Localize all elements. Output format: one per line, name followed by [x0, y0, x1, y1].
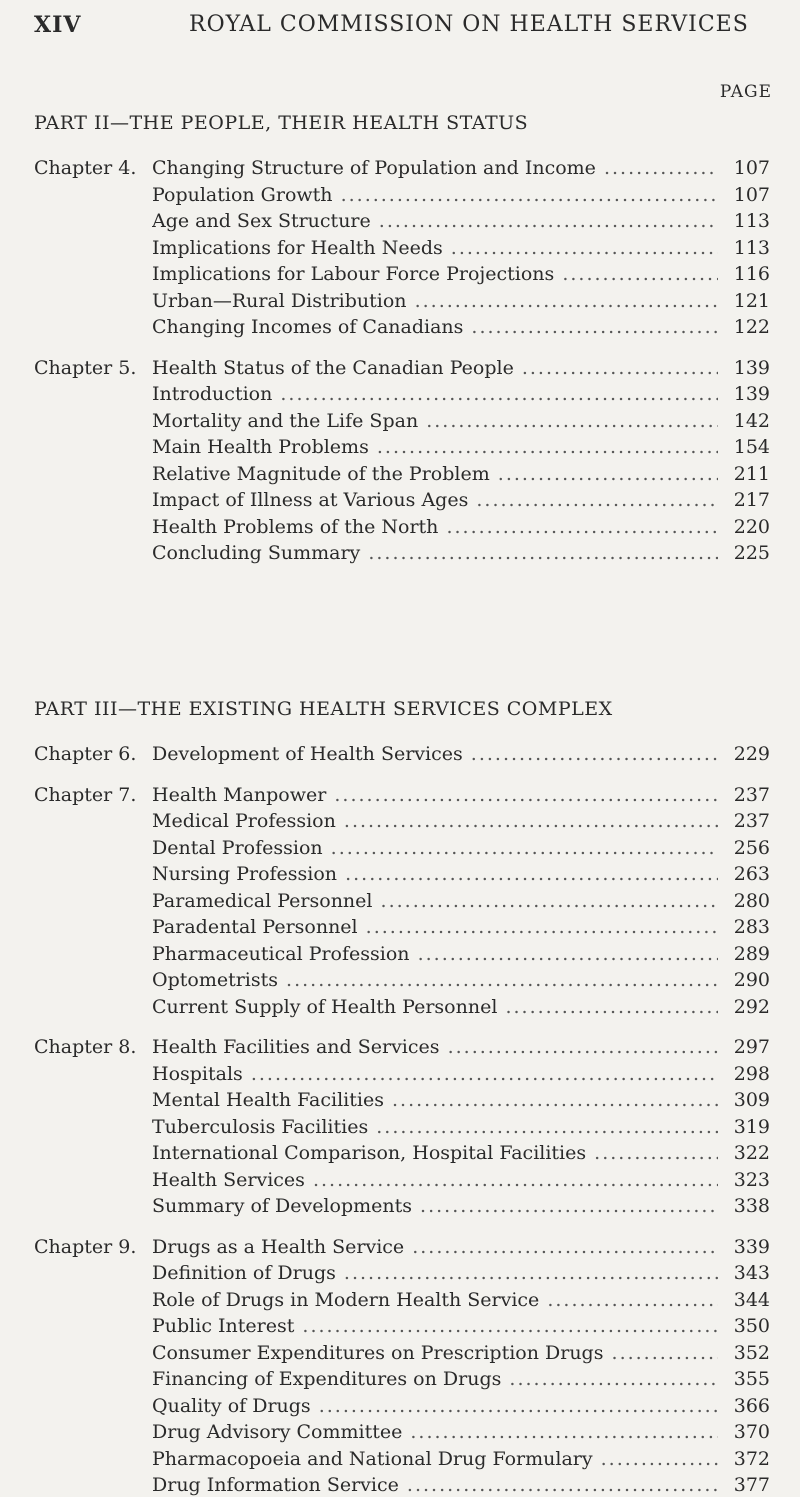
part-heading: PART II—THE PEOPLE, THEIR HEALTH STATUS — [34, 112, 529, 134]
entry-page-number: 256 — [718, 836, 770, 860]
section-entry — [0, 183, 800, 207]
entry-title — [152, 1168, 718, 1192]
entry-page-number: 225 — [718, 541, 770, 565]
entry-title — [152, 889, 718, 913]
chapter-label: Chapter 5. — [34, 356, 137, 379]
entry-title-text: Health Problems of the North — [152, 515, 439, 538]
entry-page-number: 289 — [718, 942, 770, 966]
entry-title-text: Tuberculosis Facilities — [152, 1115, 369, 1138]
section-entry — [0, 462, 800, 486]
section-entry — [0, 289, 800, 313]
section-entry — [0, 1115, 800, 1139]
entry-title — [152, 435, 718, 459]
entry-title — [152, 1088, 718, 1112]
entry-page-number: 338 — [718, 1194, 770, 1218]
entry-title — [152, 1420, 718, 1444]
entry-page-number: 139 — [718, 382, 770, 406]
entry-title — [152, 783, 718, 807]
entry-title — [152, 1394, 718, 1418]
entry-title — [152, 1341, 718, 1365]
chapter-label: Chapter 9. — [34, 1235, 137, 1258]
entry-title-text: Implications for Health Needs — [152, 236, 443, 259]
entry-page-number: 292 — [718, 995, 770, 1019]
entry-title-text: Public Interest — [152, 1315, 295, 1337]
entry-page-number: 309 — [718, 1088, 770, 1112]
entry-title — [152, 1367, 718, 1391]
entry-title-text: Hospitals — [152, 1062, 243, 1085]
entry-title-text: Optometrists — [152, 969, 279, 991]
entry-title — [152, 183, 718, 207]
entry-title-text: Impact of Illness at Various Ages — [152, 489, 469, 511]
entry-title-text: Pharmacopoeia and National Drug Formulary — [152, 1447, 593, 1470]
section-entry — [0, 1062, 800, 1086]
entry-title-text: Urban—Rural Distribution — [152, 289, 407, 312]
section-entry — [0, 889, 800, 913]
entry-title-text: Mental Health Facilities — [152, 1089, 384, 1111]
entry-page-number: 377 — [718, 1473, 770, 1497]
section-entry — [0, 809, 800, 833]
section-entry — [0, 836, 800, 860]
entry-title-text: Health Facilities and Services — [152, 1036, 440, 1058]
entry-title — [152, 1447, 718, 1471]
entry-title — [152, 541, 718, 565]
section-entry — [0, 1168, 800, 1192]
section-entry — [0, 382, 800, 406]
entry-title — [152, 462, 718, 486]
page-header — [34, 12, 766, 42]
section-entry — [0, 1473, 800, 1497]
entry-title — [152, 809, 718, 833]
entry-title — [152, 409, 718, 433]
section-entry — [0, 315, 800, 339]
entry-title-text: Implications for Labour Force Projections — [152, 263, 555, 285]
chapter-entry — [0, 1035, 800, 1059]
entry-title-text: Role of Drugs in Modern Health Service — [152, 1288, 540, 1311]
entry-title-text: Current Supply of Health Personnel — [152, 995, 498, 1018]
entry-title-text: Population Growth — [152, 183, 333, 206]
entry-page-number: 323 — [718, 1168, 770, 1192]
section-entry — [0, 1420, 800, 1444]
entry-page-number: 290 — [718, 968, 770, 992]
entry-title — [152, 1062, 718, 1086]
section-entry — [0, 1394, 800, 1418]
section-entry — [0, 236, 800, 260]
entry-title-text: Drug Information Service — [152, 1474, 399, 1496]
entry-title — [152, 836, 718, 860]
entry-title-text: Changing Structure of Population and Income — [152, 157, 596, 179]
entry-title — [152, 1141, 718, 1165]
entry-title — [152, 356, 718, 380]
entry-page-number: 217 — [718, 488, 770, 512]
entry-title — [152, 1235, 718, 1259]
entry-page-number: 319 — [718, 1115, 770, 1139]
entry-page-number: 107 — [718, 183, 770, 207]
entry-title — [152, 382, 718, 406]
section-entry — [0, 1194, 800, 1218]
entry-page-number: 322 — [718, 1141, 770, 1165]
chapter-label: Chapter 7. — [34, 783, 137, 806]
entry-page-number: 121 — [718, 289, 770, 313]
section-entry — [0, 1288, 800, 1312]
entry-title — [152, 968, 718, 992]
section-entry — [0, 915, 800, 939]
entry-title — [152, 236, 718, 260]
entry-page-number: 113 — [718, 236, 770, 260]
entry-title-text: Consumer Expenditures on Prescription Drugs — [152, 1341, 604, 1364]
section-entry — [0, 1314, 800, 1338]
entry-title — [152, 289, 718, 313]
entry-page-number: 366 — [718, 1394, 770, 1418]
chapter-label: Chapter 4. — [34, 157, 137, 179]
entry-title-text: Financing of Expenditures on Drugs — [152, 1368, 502, 1390]
entry-page-number: 229 — [718, 742, 770, 766]
entry-title-text: Changing Incomes of Canadians — [152, 316, 464, 338]
entry-page-number: 283 — [718, 915, 770, 939]
running-title: ROYAL COMMISSION ON HEALTH SERVICES — [189, 12, 749, 37]
entry-page-number: 280 — [718, 889, 770, 913]
entry-page-number: 370 — [718, 1420, 770, 1444]
entry-title — [152, 262, 718, 286]
entry-title — [152, 1473, 718, 1497]
entry-page-number: 211 — [718, 462, 770, 486]
section-entry — [0, 209, 800, 233]
chapter-entry — [0, 783, 800, 807]
entry-page-number: 339 — [718, 1235, 770, 1259]
entry-page-number: 154 — [718, 435, 770, 459]
chapter-entry — [0, 742, 800, 766]
entry-title — [152, 1314, 718, 1338]
chapter-label: Chapter 6. — [34, 743, 137, 765]
entry-title — [152, 942, 718, 966]
section-entry — [0, 1261, 800, 1285]
entry-title — [152, 1115, 718, 1139]
entry-title — [152, 209, 718, 233]
section-entry — [0, 1141, 800, 1165]
entry-title — [152, 862, 718, 886]
entry-title — [152, 742, 718, 766]
entry-page-number: 139 — [718, 356, 770, 380]
section-entry — [0, 862, 800, 886]
entry-title-text: Mortality and the Life Span — [152, 409, 419, 432]
entry-title-text: Relative Magnitude of the Problem — [152, 462, 490, 485]
entry-page-number: 350 — [718, 1314, 770, 1338]
entry-page-number: 107 — [718, 156, 770, 180]
entry-title — [152, 515, 718, 539]
section-entry — [0, 942, 800, 966]
entry-page-number: 372 — [718, 1447, 770, 1471]
section-entry — [0, 541, 800, 565]
section-entry — [0, 1367, 800, 1391]
entry-title-text: Health Services — [152, 1168, 305, 1191]
entry-page-number: 352 — [718, 1341, 770, 1365]
entry-title-text: International Comparison, Hospital Facilities — [152, 1142, 587, 1164]
entry-page-number: 237 — [718, 809, 770, 833]
entry-page-number: 116 — [718, 262, 770, 286]
section-entry — [0, 968, 800, 992]
entry-title — [152, 488, 718, 512]
entry-page-number: 343 — [718, 1261, 770, 1285]
part-heading: PART III—THE EXISTING HEALTH SERVICES COMPLEX — [34, 698, 613, 720]
section-entry — [0, 1447, 800, 1471]
entry-title-text: Summary of Developments — [152, 1195, 412, 1217]
chapter-entry — [0, 1235, 800, 1259]
section-entry — [0, 488, 800, 512]
entry-title — [152, 1261, 718, 1285]
section-entry — [0, 409, 800, 433]
page-folio: XIV — [34, 12, 82, 38]
entry-page-number: 298 — [718, 1062, 770, 1086]
section-entry — [0, 435, 800, 459]
entry-page-number: 237 — [718, 783, 770, 807]
entry-title-text: Health Manpower — [152, 783, 327, 806]
entry-title — [152, 315, 718, 339]
entry-page-number: 355 — [718, 1367, 770, 1391]
entry-page-number: 122 — [718, 315, 770, 339]
entry-page-number: 113 — [718, 209, 770, 233]
entry-page-number: 142 — [718, 409, 770, 433]
chapter-entry — [0, 156, 800, 180]
entry-title-text: Concluding Summary — [152, 542, 361, 564]
entry-title-text: Paradental Personnel — [152, 916, 358, 938]
chapter-entry — [0, 356, 800, 380]
entry-title-text: Definition of Drugs — [152, 1262, 336, 1284]
entry-title — [152, 156, 718, 180]
entry-title-text: Medical Profession — [152, 810, 336, 832]
entry-title-text: Development of Health Services — [152, 743, 463, 765]
entry-title-text: Drug Advisory Committee — [152, 1421, 403, 1443]
entry-title-text: Main Health Problems — [152, 436, 369, 458]
entry-title-text: Drugs as a Health Service — [152, 1235, 405, 1258]
entry-title-text: Age and Sex Structure — [152, 210, 371, 232]
entry-page-number: 263 — [718, 862, 770, 886]
entry-title — [152, 995, 718, 1019]
entry-title — [152, 915, 718, 939]
section-entry — [0, 262, 800, 286]
section-entry — [0, 1088, 800, 1112]
entry-title-text: Paramedical Personnel — [152, 889, 373, 912]
chapter-label: Chapter 8. — [34, 1036, 137, 1058]
entry-title-text: Nursing Profession — [152, 863, 338, 885]
entry-page-number: 220 — [718, 515, 770, 539]
entry-title-text: Introduction — [152, 383, 273, 405]
entry-title — [152, 1035, 718, 1059]
entry-title-text: Pharmaceutical Profession — [152, 942, 410, 965]
section-entry — [0, 1341, 800, 1365]
entry-title-text: Quality of Drugs — [152, 1394, 311, 1417]
entry-title — [152, 1288, 718, 1312]
page-column-label: PAGE — [719, 82, 772, 102]
entry-title-text: Health Status of the Canadian People — [152, 356, 514, 379]
section-entry — [0, 515, 800, 539]
entry-page-number: 344 — [718, 1288, 770, 1312]
section-entry — [0, 995, 800, 1019]
entry-page-number: 297 — [718, 1035, 770, 1059]
entry-title-text: Dental Profession — [152, 836, 323, 859]
entry-title — [152, 1194, 718, 1218]
